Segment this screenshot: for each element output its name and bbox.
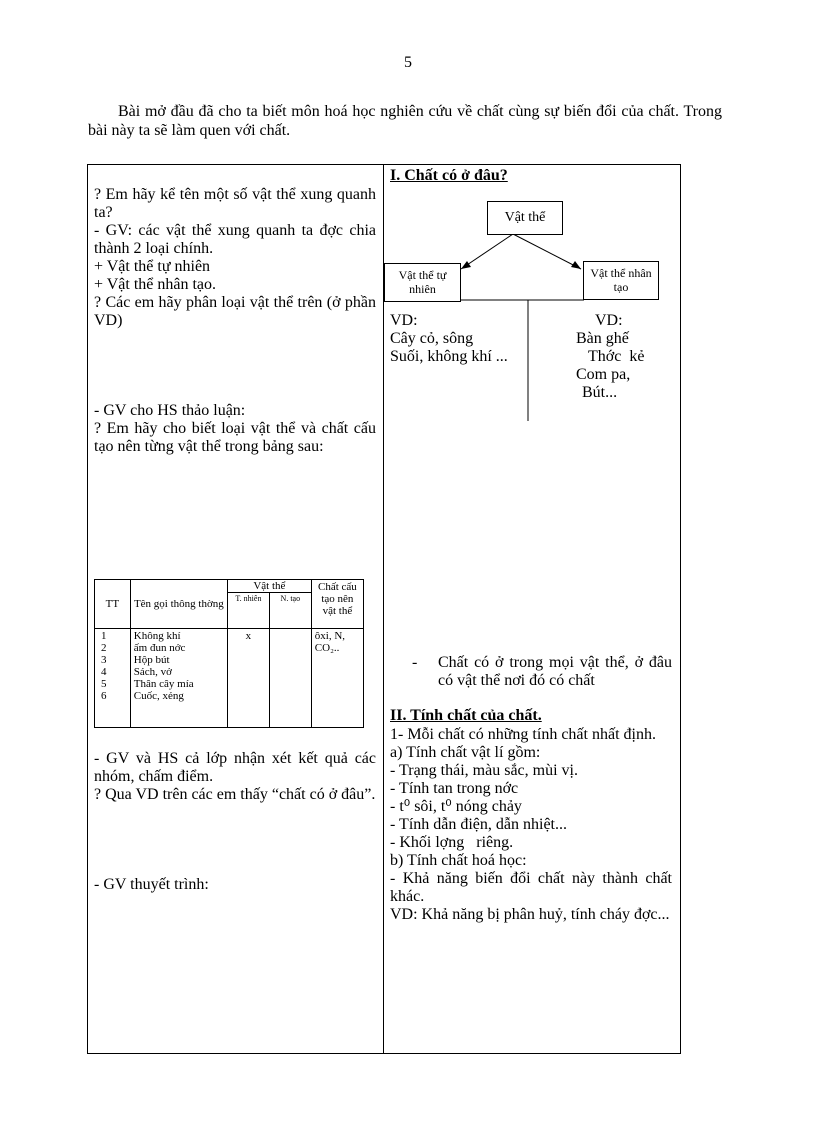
object-name: Hộp bút bbox=[133, 654, 170, 666]
question-line: ? Em hãy cho biết loại vật thể và chất cấu tạo nên từng vật thể trong bảng sau: bbox=[94, 420, 376, 455]
diagram-artificial-box: Vật thể nhân tạo bbox=[583, 261, 659, 300]
teacher-activity-block-4: - GV thuyết trình: bbox=[94, 876, 209, 893]
section-heading-1: I. Chất có ở đâu? bbox=[390, 167, 508, 184]
diagram-natural-box: Vật thể tự nhiên bbox=[384, 263, 461, 302]
conclusion-text: Chất có ở trong mọi vật thể, ở đâu có vật thể nơi đó có chất bbox=[438, 654, 672, 689]
property-line: - Khả năng biến đổi chất này thành chất khác. bbox=[390, 870, 672, 905]
object-name: Cuốc, xẻng bbox=[133, 690, 184, 702]
question-line: ? Em hãy kể tên một số vật thể xung quanh ta? bbox=[94, 186, 376, 221]
teacher-activity-block-3 bbox=[94, 750, 376, 804]
header-name: Tên gọi thông thờng bbox=[130, 580, 227, 629]
row-number: 1 bbox=[101, 630, 107, 642]
row-names bbox=[130, 629, 227, 728]
object-name: Sách, vở bbox=[133, 666, 172, 678]
example-label: VD: bbox=[390, 312, 418, 329]
property-line: 1- Mỗi chất có những tính chất nhất định. bbox=[390, 726, 656, 743]
object-name: ấm đun nớc bbox=[133, 642, 186, 654]
example-line: Suối, không khí ... bbox=[390, 348, 508, 365]
property-line: - Tính dẫn điện, dẫn nhiệt... bbox=[390, 816, 567, 833]
example-line: Bàn ghế bbox=[576, 330, 629, 347]
classification-table bbox=[94, 579, 364, 728]
header-nhan-tao: N. tạo bbox=[269, 593, 311, 629]
text-line: - GV cho HS thảo luận: bbox=[94, 402, 246, 419]
example-line: Cây cỏ, sông bbox=[390, 330, 474, 347]
conclusion-item bbox=[412, 654, 672, 690]
arrow-to-artificial bbox=[513, 234, 581, 269]
text-line: - GV: các vật thể xung quanh ta đợc chia thành 2 loại chính. bbox=[94, 222, 376, 257]
section-heading-2: II. Tính chất của chất. bbox=[390, 707, 542, 724]
bullet-dash: - bbox=[412, 654, 418, 671]
example-line: Bút... bbox=[582, 384, 618, 401]
header-tu-nhien: T. nhiên bbox=[227, 593, 269, 629]
property-line: b) Tính chất hoá học: bbox=[390, 852, 527, 869]
property-line: - Khối lợng riêng. bbox=[390, 834, 514, 851]
row-number: 3 bbox=[101, 654, 107, 666]
chat-cell: ôxi, N, CO₂.. bbox=[311, 629, 363, 728]
row-number: 5 bbox=[101, 678, 107, 690]
object-name: Thân cây mía bbox=[133, 678, 194, 690]
row-numbers bbox=[95, 629, 131, 728]
property-line: a) Tính chất vật lí gồm: bbox=[390, 744, 541, 761]
diagram-root-box: Vật thể bbox=[487, 201, 563, 235]
teacher-activity-block-2 bbox=[94, 402, 376, 456]
property-line: - Tính tan trong nớc bbox=[390, 780, 519, 797]
property-line: VD: Khả năng bị phân huỷ, tính cháy đợc... bbox=[390, 906, 670, 923]
examples-natural bbox=[390, 312, 508, 366]
row-number: 6 bbox=[101, 690, 107, 702]
properties-block bbox=[390, 726, 672, 924]
header-chat: Chất cấu tạo nên vật thể bbox=[311, 580, 363, 629]
text-line: + Vật thể nhân tạo. bbox=[94, 276, 217, 293]
row-number: 2 bbox=[101, 642, 107, 654]
example-line: Com pa, bbox=[576, 366, 631, 383]
property-line: - Trạng thái, màu sắc, mùi vị. bbox=[390, 762, 578, 779]
question-line: ? Qua VD trên các em thấy “chất có ở đâu”. bbox=[94, 786, 376, 803]
arrow-head-artificial bbox=[571, 261, 581, 269]
example-label: VD: bbox=[595, 312, 623, 329]
examples-artificial bbox=[576, 312, 666, 402]
text-line: + Vật thể tự nhiên bbox=[94, 258, 211, 275]
object-name: Không khí bbox=[133, 630, 181, 642]
property-line: - t⁰ sôi, t⁰ nóng chảy bbox=[390, 798, 522, 815]
header-tt: TT bbox=[95, 580, 131, 629]
page-number: 5 bbox=[404, 54, 412, 71]
header-vat-the: Vật thể bbox=[227, 580, 311, 593]
teacher-activity-block-1 bbox=[94, 186, 376, 330]
text-line: - GV và HS cả lớp nhận xét kết quả các nhóm, chấm điểm. bbox=[94, 750, 376, 785]
question-line: ? Các em hãy phân loại vật thể trên (ở phần VD) bbox=[94, 294, 376, 329]
nhan-tao-cell bbox=[269, 629, 311, 728]
row-number: 4 bbox=[101, 666, 107, 678]
example-line: Thớc kẻ bbox=[588, 348, 645, 365]
intro-paragraph: Bài mở đầu đã cho ta biết môn hoá học nghiên cứu về chất cùng sự biến đổi của chất. Trong bài này ta sẽ làm quen với chất. bbox=[88, 103, 722, 139]
tu-nhien-cell: x bbox=[227, 629, 269, 728]
arrow-head-natural bbox=[461, 261, 471, 269]
